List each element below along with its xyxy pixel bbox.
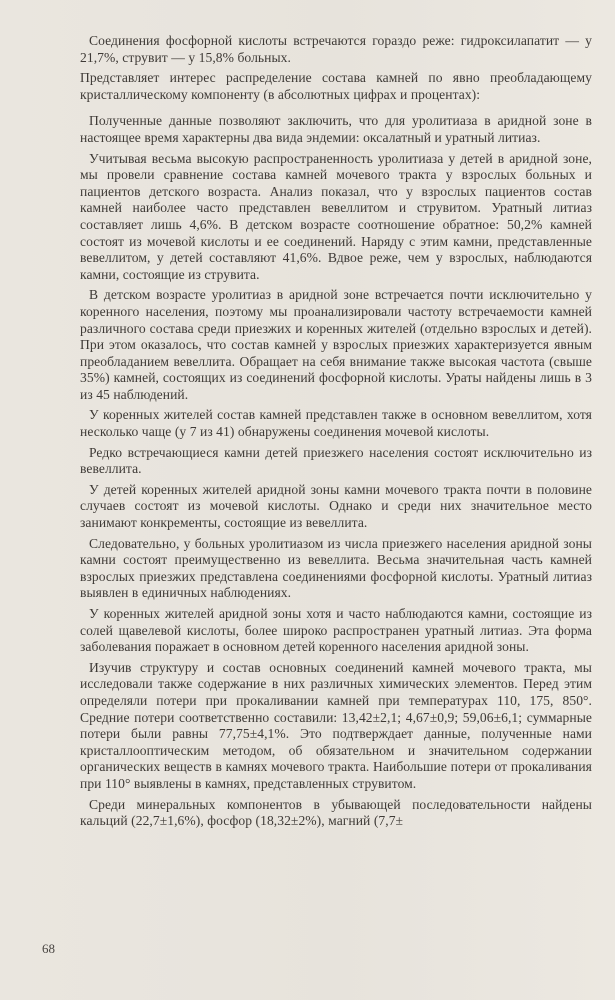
paragraph-12: Среди минеральных компонентов в убывающей последовательности найдены кальций (22,7±1,6%), фосфор (18,32±2%), магний (7,7± (80, 796, 592, 829)
paragraph-9: Следовательно, у больных уролитиазом из числа приезжего населения аридной зоны камни состоят преимущественно из вевеллита. Весьма значительная часть камней взрослых приезжих представлена соединениями фосфорной кислоты. Уратный литиаз выявлен в единичных наблюдениях. (80, 535, 592, 601)
page-number: 68 (42, 941, 55, 956)
text-column (80, 33, 592, 834)
paragraph-7: Редко встречающиеся камни детей приезжего населения состоят исключительно из вевеллита. (80, 444, 592, 477)
paragraph-10: У коренных жителей аридной зоны хотя и часто наблюдаются камни, состоящие из солей щавелевой кислоты, более широко распространен уратный литиаз. Эта форма заболевания поражает в основном детей коренного населения аридной зоны. (80, 606, 592, 655)
paragraph-8: У детей коренных жителей аридной зоны камни мочевого тракта почти в половине случаев состоят из мочевой кислоты. Однако и среди них значительное место занимают конкременты, состоящие из вевеллита. (80, 481, 592, 531)
paragraph-5: В детском возрасте уролитиаз в аридной зоне встречается почти исключительно у коренного населения, поэтому мы проанализировали частоту встречаемости камней различного состава среди приезжих и коренных жителей (отдельно взрослых и детей). При этом оказалось, что состав камней у взрослых приезжих характеризуется явным преобладанием вевеллита. Обращает на себя внимание также высокая частота (свыше 35%) камней, состоящих из соединений фосфорной кислоты. Ураты найдены лишь в 3 из 45 наблюдений. (80, 287, 592, 402)
paragraph-1: Соединения фосфорной кислоты встречаются гораздо реже: гидроксилапатит — у 21,7%, струвит — у 15,8% больных. (80, 33, 592, 65)
paragraph-3: Полученные данные позволяют заключить, что для уролитиаза в аридной зоне в настоящее время характерны два вида эндемии: оксалатный и уратный литиаз. (80, 113, 592, 145)
paragraph-11: Изучив структуру и состав основных соединений камней мочевого тракта, мы исследовали также содержание в них различных химических элементов. Перед этим определяли потери при прокаливании камней при температурах 110, 175, 850°. Средние потери соответственно составили: 13,42±2,1; 4,67±0,9; 59,06±6,1; суммарные потери были равны 77,75±4,1%. Это подтверждает данные, полученные нами кристаллооптическим методом, об обязательном и значительном содержании органических веществ в камнях мочевого тракта. Наибольшие потери от прокаливания при 110° выявлены в камнях, представленных струвитом. (80, 659, 592, 791)
paragraph-2: Представляет интерес распределение состава камней по явно преобладающему кристаллическому компоненту (в абсолютных цифрах и процентах): (80, 70, 592, 102)
paragraph-6: У коренных жителей состав камней представлен также в основном вевеллитом, хотя несколько чаще (у 7 из 41) обнаружены соединения мочевой кислоты. (80, 407, 592, 440)
paragraph-4: Учитывая весьма высокую распространенность уролитиаза у детей в аридной зоне, мы провели сравнение состава камней мочевого тракта у взрослых больных и пациентов детского возраста. Анализ показал, что у взрослых пациентов состав камней наиболее часто представлен вевеллитом и струвитом. Уратный литиаз составляет лишь 4,6%. В детском возрасте соотношение обратное: 50,2% камней состоят из мочевой кислоты и ее соединений. Наряду с этим камни, представленные вевеллитом, у детей составляют 41,6%. Вдвое реже, чем у взрослых, наблюдаются камни, состоящие из струвита. (80, 150, 592, 282)
